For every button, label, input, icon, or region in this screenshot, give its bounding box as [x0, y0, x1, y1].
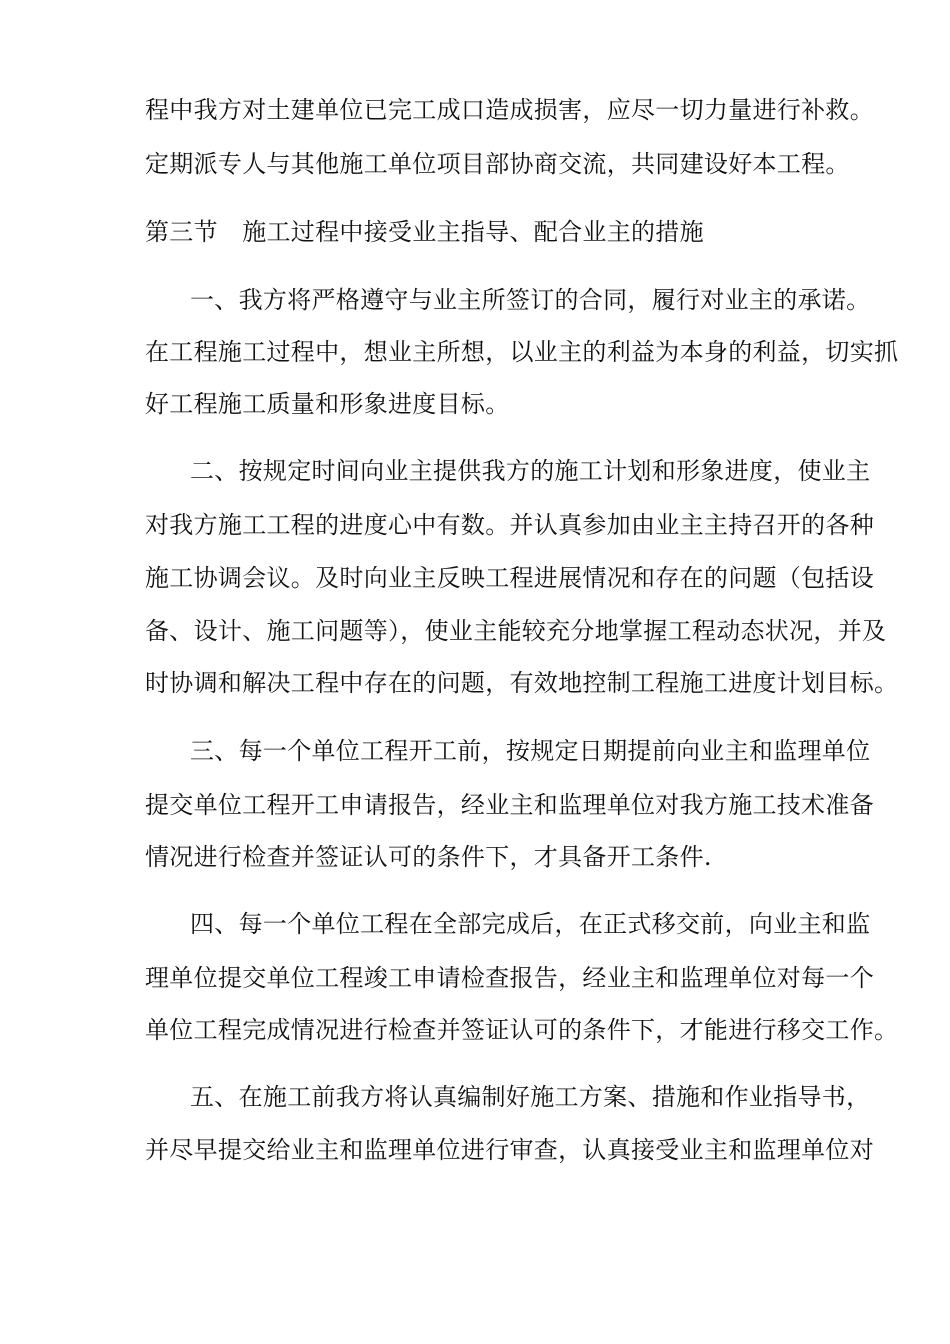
- body-line: 单位工程完成情况进行检查并签证认可的条件下，才能进行移交工作。: [145, 1016, 899, 1044]
- body-line: 施工协调会议。及时向业主反映工程进展情况和存在的问题（包括设: [145, 564, 874, 592]
- body-line: 备、设计、施工问题等），使业主能较充分地掌握工程动态状况，并及: [145, 617, 887, 645]
- body-line: 并尽早提交给业主和监理单位进行审查，认真接受业主和监理单位对: [145, 1136, 874, 1164]
- body-line: 定期派专人与其他施工单位项目部协商交流，共同建设好本工程。: [145, 150, 850, 178]
- body-line: 在工程施工过程中，想业主所想，以业主的利益为本身的利益，切实抓: [145, 338, 899, 366]
- body-line: 四、每一个单位工程在全部完成后，在正式移交前，向业主和监: [190, 910, 871, 938]
- body-line: 情况进行检查并签证认可的条件下，才具备开工条件.: [145, 843, 712, 871]
- body-line: 时协调和解决工程中存在的问题，有效地控制工程施工进度计划目标。: [145, 669, 899, 697]
- body-line: 理单位提交单位工程竣工申请检查报告，经业主和监理单位对每一个: [145, 964, 874, 992]
- body-line: 好工程施工质量和形象进度目标。: [145, 390, 510, 418]
- body-line: 对我方施工工程的进度心中有数。并认真参加由业主主持召开的各种: [145, 511, 874, 539]
- body-line: 提交单位工程开工申请报告，经业主和监理单位对我方施工技术准备: [145, 791, 874, 819]
- body-line: 程中我方对土建单位已完工成口造成损害，应尽一切力量进行补救。: [145, 96, 874, 124]
- body-line: 五、在施工前我方将认真编制好施工方案、措施和作业指导书，: [190, 1083, 871, 1111]
- body-line: 一、我方将严格遵守与业主所签订的合同，履行对业主的承诺。: [190, 286, 871, 314]
- body-line: 三、每一个单位工程开工前，按规定日期提前向业主和监理单位: [190, 737, 871, 765]
- section-heading: 第三节 施工过程中接受业主指导、配合业主的措施: [145, 218, 704, 246]
- body-line: 二、按规定时间向业主提供我方的施工计划和形象进度，使业主: [190, 457, 871, 485]
